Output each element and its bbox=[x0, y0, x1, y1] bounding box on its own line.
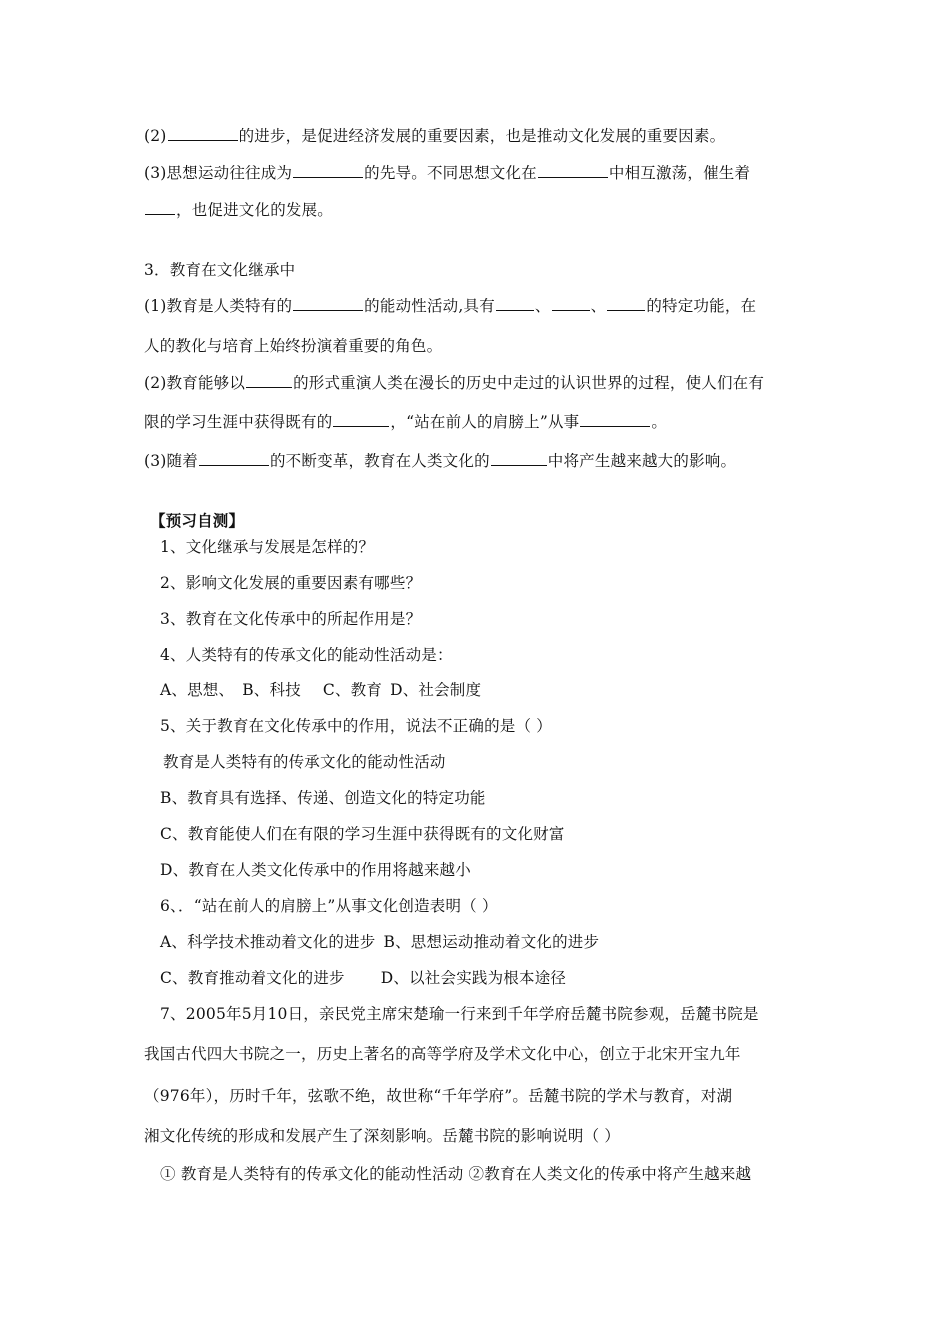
fill-blank bbox=[580, 412, 650, 427]
option-b: B、科技 bbox=[242, 681, 301, 699]
item-text: 限的学习生涯中获得既有的 bbox=[144, 413, 333, 431]
item-text: 中将产生越来越大的影响。 bbox=[547, 452, 737, 470]
item-text: 的能动性活动,具有 bbox=[364, 297, 495, 315]
question-6-options-cd bbox=[160, 968, 566, 988]
fill-blank bbox=[293, 163, 363, 178]
question-7-line3: （976年），历时千年，弦歌不绝，故世称“千年学府”。岳麓书院的学术与教育，对湖 bbox=[144, 1087, 733, 1105]
fill-blank bbox=[145, 200, 175, 215]
fill-blank bbox=[199, 451, 269, 466]
question-2: 2、影响文化发展的重要因素有哪些？ bbox=[160, 574, 422, 592]
option-d: D、以社会实践为根本途径 bbox=[380, 969, 567, 987]
option-a: A、科学技术推动着文化的进步 bbox=[160, 933, 376, 951]
item-text: ，也促进文化的发展。 bbox=[176, 201, 334, 219]
item-text: (3)随着 bbox=[144, 452, 198, 470]
question-7-line2: 我国古代四大书院之一，历史上著名的高等学府及学术文化中心，创立于北宋开宝九年 bbox=[144, 1045, 741, 1063]
fill-blank bbox=[552, 296, 590, 311]
question-7-options: ① 教育是人类特有的传承文化的能动性活动 ②教育在人类文化的传承中将产生越来越 bbox=[160, 1165, 752, 1183]
section3-item1-cont: 人的教化与培育上始终扮演着重要的角色。 bbox=[144, 337, 443, 355]
item-text: 、 bbox=[534, 297, 551, 315]
item-text: 的特定功能，在 bbox=[646, 297, 757, 315]
question-7-line1: 7、2005年5月10日，亲民党主席宋楚瑜一行来到千年学府岳麓书院参观，岳麓书院是 bbox=[160, 1005, 759, 1023]
question-6: 6、．“站在前人的肩膀上”从事文化创造表明（ ） bbox=[160, 897, 498, 915]
section2-item3-cont bbox=[144, 200, 333, 220]
option-a: A、思想、 bbox=[160, 681, 235, 699]
question-7-line4: 湘文化传统的形成和发展产生了深刻影响。岳麓书院的影响说明（ ） bbox=[144, 1127, 621, 1145]
question-6-options-ab bbox=[160, 932, 599, 952]
question-4-options bbox=[160, 680, 481, 700]
fill-blank bbox=[246, 373, 292, 388]
fill-blank bbox=[293, 296, 363, 311]
section2-item3 bbox=[144, 163, 750, 183]
fill-blank bbox=[607, 296, 645, 311]
section3-item3 bbox=[144, 451, 736, 471]
question-1: 1、文化继承与发展是怎样的？ bbox=[160, 538, 375, 556]
item-text: 的不断变革，教育在人类文化的 bbox=[269, 452, 490, 470]
item-label: (2) bbox=[144, 127, 167, 145]
item-text: 的形式重演人类在漫长的历史中走过的认识世界的过程，使人们在有 bbox=[293, 374, 765, 392]
section3-item2-cont bbox=[144, 412, 667, 432]
question-4: 4、人类特有的传承文化的能动性活动是： bbox=[160, 646, 453, 664]
item-text: (2)教育能够以 bbox=[144, 374, 246, 392]
item-text: ，“站在前人的肩膀上”从事 bbox=[390, 413, 580, 431]
section2-item2 bbox=[144, 126, 725, 146]
item-text: (3)思想运动往往成为 bbox=[144, 164, 293, 182]
fill-blank bbox=[168, 126, 238, 141]
item-text: 的先导。不同思想文化在 bbox=[364, 164, 537, 182]
fill-blank bbox=[333, 412, 389, 427]
item-text: 中相互激荡，催生着 bbox=[608, 164, 751, 182]
fill-blank bbox=[491, 451, 547, 466]
option-b: B、思想运动推动着文化的进步 bbox=[383, 933, 600, 951]
section3-heading: 3．教育在文化继承中 bbox=[144, 261, 296, 279]
item-text: (1)教育是人类特有的 bbox=[144, 297, 293, 315]
fill-blank bbox=[538, 163, 608, 178]
preview-title: 【预习自测】 bbox=[150, 511, 245, 530]
question-5-option-d: D、教育在人类文化传承中的作用将越来越小 bbox=[160, 861, 471, 879]
fill-blank bbox=[496, 296, 534, 311]
question-5: 5、关于教育在文化传承中的作用，说法不正确的是（ ） bbox=[160, 717, 552, 735]
section3-item2 bbox=[144, 373, 764, 393]
item-text: 。 bbox=[651, 413, 668, 431]
item-text: 、 bbox=[590, 297, 607, 315]
option-d: D、社会制度 bbox=[390, 681, 482, 699]
question-5-option-a: 教育是人类特有的传承文化的能动性活动 bbox=[163, 753, 446, 771]
section3-item1 bbox=[144, 296, 756, 316]
item-text: 的进步，是促进经济发展的重要因素，也是推动文化发展的重要因素。 bbox=[238, 127, 726, 145]
option-c: C、教育 bbox=[322, 681, 383, 699]
question-5-option-b: B、教育具有选择、传递、创造文化的特定功能 bbox=[160, 789, 486, 807]
option-c: C、教育推动着文化的进步 bbox=[160, 969, 345, 987]
question-3: 3、教育在文化传承中的所起作用是？ bbox=[160, 610, 422, 628]
question-5-option-c: C、教育能使人们在有限的学习生涯中获得既有的文化财富 bbox=[160, 825, 565, 843]
